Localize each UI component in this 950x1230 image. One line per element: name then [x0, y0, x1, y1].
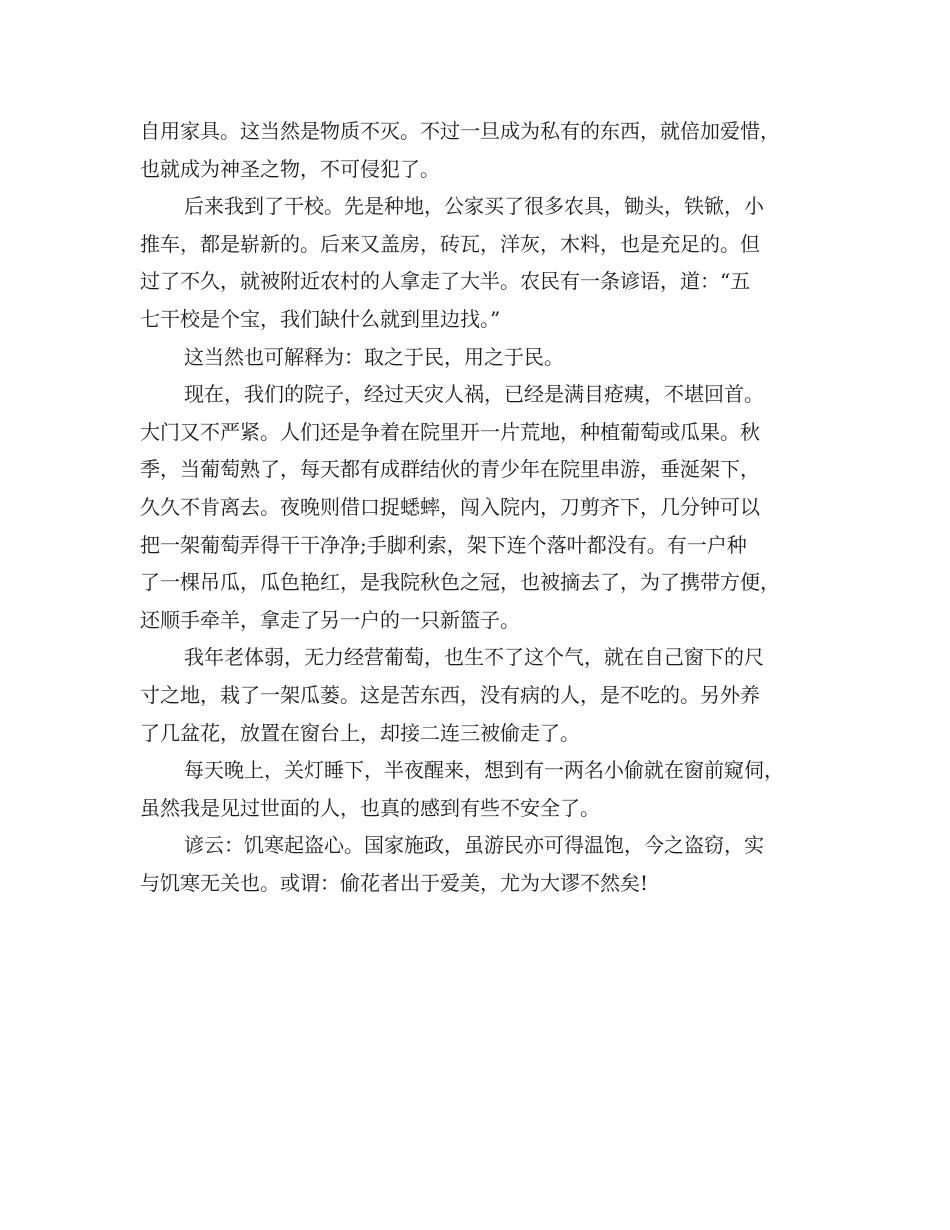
text-line: 推车，都是崭新的。后来又盖房，砖瓦，洋灰，木料，也是充足的。但	[140, 231, 760, 256]
text-line: 后来我到了干校。先是种地，公家买了很多农具，锄头，铁锨，小	[184, 194, 764, 219]
text-line: 虽然我是见过世面的人，也真的感到有些不安全了。	[140, 795, 600, 820]
text-line: 与饥寒无关也。或谓：偷花者出于爱美，尤为大谬不然矣!	[140, 870, 649, 895]
text-line: 也就成为神圣之物，不可侵犯了。	[140, 156, 440, 181]
text-line: 自用家具。这当然是物质不灭。不过一旦成为私有的东西，就倍加爱惜，	[140, 119, 780, 143]
text-line: 了几盆花，放置在窗台上，却接二连三被偷走了。	[140, 720, 580, 745]
text-line: 大门又不严紧。人们还是争着在院里开一片荒地，种植葡萄或瓜果。秋	[140, 419, 760, 444]
text-line: 寸之地，栽了一架瓜蒌。这是苦东西，没有病的人，是不吃的。另外养	[140, 682, 760, 707]
text-line: 现在，我们的院子，经过天灾人祸，已经是满目疮痍，不堪回首。	[184, 382, 764, 407]
text-line: 每天晚上，关灯睡下，半夜醒来，想到有一两名小偷就在窗前窥伺，	[184, 758, 784, 783]
text-line: 了一棵吊瓜，瓜色艳红，是我院秋色之冠，也被摘去了，为了携带方便，	[140, 570, 780, 595]
text-line: 这当然也可解释为：取之于民，用之于民。	[184, 344, 564, 369]
text-line: 谚云：饥寒起盗心。国家施政，虽游民亦可得温饱，今之盗窃，实	[184, 833, 764, 858]
text-line: 把一架葡萄弄得干干净净;手脚利索，架下连个落叶都没有。有一户种	[140, 532, 747, 557]
body-text	[140, 113, 830, 902]
text-line: 季，当葡萄熟了，每天都有成群结伙的青少年在院里串游，垂涎架下，	[140, 457, 760, 482]
text-line: 久久不肯离去。夜晚则借口捉蟋蟀，闯入院内，刀剪齐下，几分钟可以	[140, 494, 760, 519]
text-line: 过了不久，就被附近农村的人拿走了大半。农民有一条谚语，道：“五	[140, 269, 751, 294]
text-line: 我年老体弱，无力经营葡萄，也生不了这个气，就在自己窗下的尺	[184, 645, 764, 670]
text-line: 还顺手牵羊，拿走了另一户的一只新篮子。	[140, 607, 520, 632]
text-line: 七干校是个宝，我们缺什么就到里边找。”	[140, 306, 501, 331]
